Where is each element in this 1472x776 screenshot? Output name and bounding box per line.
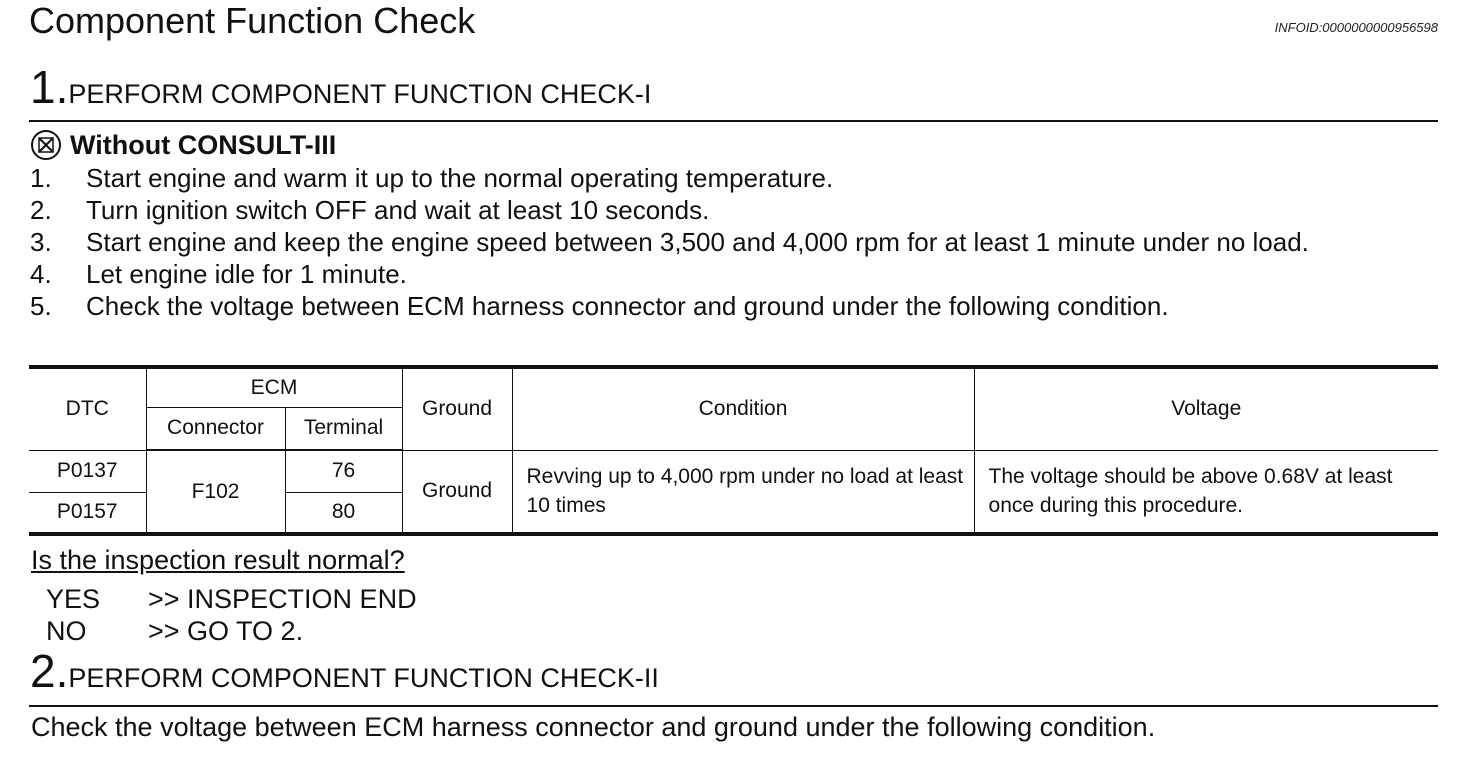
list-item: 3. Start engine and keep the engine speed between 3,500 and 4,000 rpm for at least 1 minute under no load.: [30, 227, 1309, 257]
step-1-number: 1.: [30, 61, 69, 113]
cell-dtc: P0157: [29, 492, 146, 534]
header-condition: Condition: [512, 367, 974, 450]
answer-yes: YES >> INSPECTION END: [46, 584, 417, 614]
cell-terminal: 76: [285, 450, 402, 492]
cell-condition: Revving up to 4,000 rpm under no load at least 10 times: [512, 450, 974, 534]
list-item: 4. Let engine idle for 1 minute.: [30, 259, 407, 289]
inspection-answers: [46, 583, 417, 647]
table-header-row: [29, 367, 1438, 407]
method-label: Without CONSULT-III: [70, 130, 337, 160]
step-1-heading: [30, 62, 651, 112]
inspection-question: Is the inspection result normal?: [31, 545, 405, 575]
crossed-circle-icon: [30, 129, 62, 161]
step-2-heading: [30, 646, 659, 696]
step-2-number: 2.: [30, 645, 69, 697]
cell-voltage: The voltage should be above 0.68V at least once during this procedure.: [974, 450, 1438, 534]
header-voltage: Voltage: [974, 367, 1438, 450]
header-connector: Connector: [146, 407, 285, 450]
voltage-spec-table: [29, 365, 1438, 536]
header-ground: Ground: [402, 367, 512, 450]
list-item: 1. Start engine and warm it up to the normal operating temperature.: [30, 163, 834, 193]
step-2-text: Check the voltage between ECM harness connector and ground under the following condition.: [31, 712, 1156, 742]
cell-ground: Ground: [402, 450, 512, 534]
method-line: [30, 128, 336, 162]
procedure-steps: [30, 162, 1309, 322]
info-id: INFOID:0000000000956598: [1274, 20, 1438, 35]
header-ecm: ECM: [146, 367, 402, 407]
header-dtc: DTC: [29, 367, 146, 450]
list-item: 2. Turn ignition switch OFF and wait at least 10 seconds.: [30, 195, 710, 225]
cell-dtc: P0137: [29, 450, 146, 492]
step-1-divider: [29, 120, 1438, 122]
answer-no: NO >> GO TO 2.: [46, 616, 304, 646]
step-2-title: PERFORM COMPONENT FUNCTION CHECK-II: [68, 663, 659, 693]
page-title: Component Function Check: [29, 0, 476, 41]
table-row: [29, 450, 1438, 492]
cell-terminal: 80: [285, 492, 402, 534]
step-2-divider: [29, 705, 1438, 707]
list-item: 5. Check the voltage between ECM harness connector and ground under the following condition.: [30, 291, 1169, 321]
header-terminal: Terminal: [285, 407, 402, 450]
cell-connector: F102: [146, 450, 285, 534]
step-1-title: PERFORM COMPONENT FUNCTION CHECK-I: [68, 79, 652, 109]
